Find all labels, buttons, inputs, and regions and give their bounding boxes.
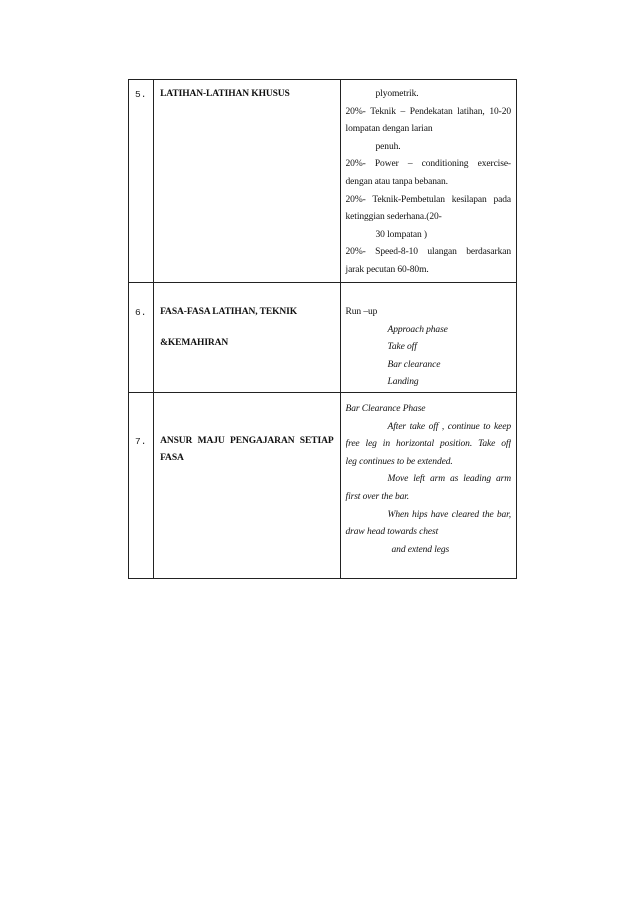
row-number-cell <box>129 283 154 393</box>
content-line: first over the bar. <box>345 491 410 502</box>
row-title-cell <box>154 80 340 283</box>
content-line: 20%- Power – conditioning exercise- <box>345 159 511 170</box>
content-line: Approach phase <box>387 324 448 335</box>
row-content-cell <box>340 283 516 393</box>
content-line: plyometrik. <box>375 89 419 99</box>
content-table <box>128 79 517 579</box>
content-line: 30 lompatan ) <box>375 229 427 240</box>
content-line: Run –up <box>345 307 378 317</box>
row-title-line: FASA <box>160 452 184 463</box>
row-title: LATIHAN-LATIHAN KHUSUS <box>160 89 290 99</box>
row-title-cell <box>154 392 340 578</box>
row-content <box>341 80 516 280</box>
content-line: ketinggian sederhana.(20- <box>345 212 442 223</box>
row-number: 6. <box>135 307 147 318</box>
content-line: Take off <box>387 342 417 353</box>
content-line: and extend legs <box>391 544 450 555</box>
content-line: When hips have cleared the bar, <box>387 509 511 520</box>
content-line: leg continues to be extended. <box>345 456 453 467</box>
row-content-cell <box>340 392 516 578</box>
content-line: 20%- Teknik-Pembetulan kesilapan pada <box>345 194 511 205</box>
row-content <box>341 393 516 559</box>
row-number: 5. <box>135 89 147 100</box>
row-title-line: ANSUR MAJU PENGAJARAN SETIAP <box>160 435 334 446</box>
content-line: draw head towards chest <box>345 527 439 538</box>
content-line: Landing <box>387 377 419 388</box>
table-row <box>129 392 517 578</box>
table-row <box>129 283 517 393</box>
row-number-cell <box>129 392 154 578</box>
row-title-line: &KEMAHIRAN <box>160 338 229 348</box>
content-line: Move left arm as leading arm <box>387 474 511 485</box>
content-line: Bar Clearance Phase <box>345 403 426 414</box>
content-line: lompatan dengan larian <box>345 124 433 135</box>
row-number-cell <box>129 80 154 283</box>
row-title <box>154 393 339 463</box>
row-content <box>341 283 516 392</box>
content-line: 20%- Speed-8-10 ulangan berdasarkan <box>345 247 511 258</box>
content-line: dengan atau tanpa bebanan. <box>345 176 448 187</box>
row-content-cell <box>340 80 516 283</box>
content-line: After take off , continue to keep <box>387 421 511 432</box>
row-title-line: FASA-FASA LATIHAN, TEKNIK <box>160 307 298 317</box>
content-line: 20%- Teknik – Pendekatan latihan, 10-20 <box>345 106 511 117</box>
row-title-cell <box>154 283 340 393</box>
content-line: free leg in horizontal position. Take off <box>345 439 511 450</box>
row-number: 7. <box>135 435 147 447</box>
content-line: jarak pecutan 60-80m. <box>345 264 429 275</box>
content-line: penuh. <box>375 141 401 152</box>
row-title <box>154 283 339 348</box>
table-row <box>129 80 517 283</box>
content-line: Bar clearance <box>387 359 441 370</box>
